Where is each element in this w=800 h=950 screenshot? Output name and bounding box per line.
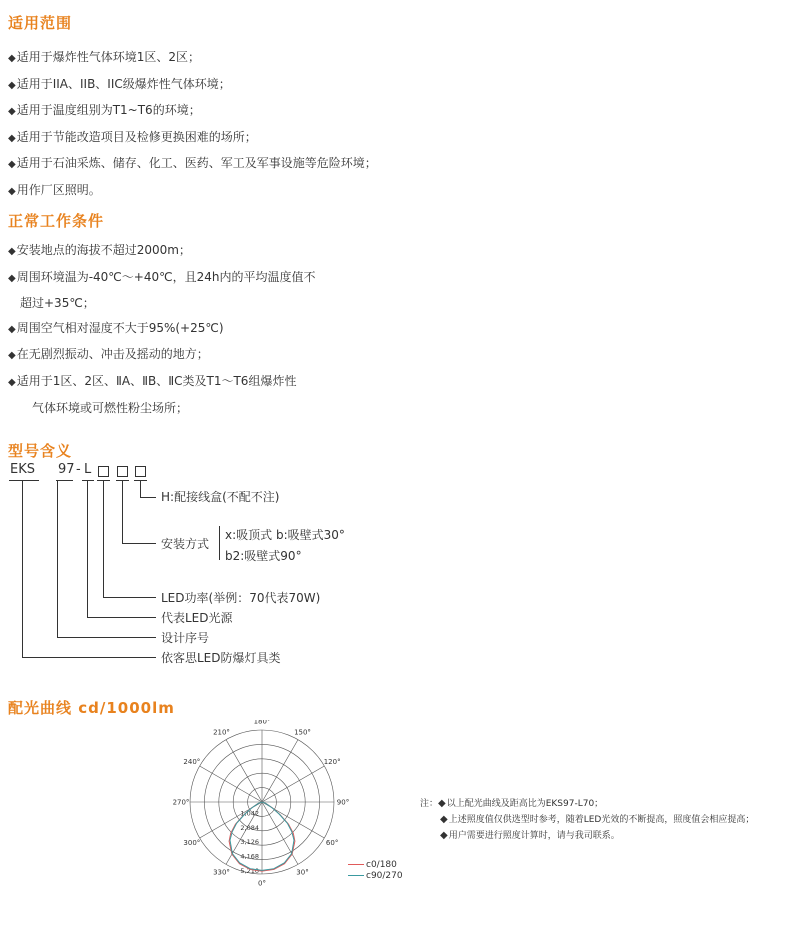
angle-tick-label: 210°	[213, 728, 230, 737]
legend-swatch-c0	[348, 864, 364, 865]
model-title: 型号含义	[8, 442, 73, 460]
diamond-bullet-icon: ◆	[8, 53, 16, 64]
list-item: ◆周围空气相对湿度不大于95%(+25℃)	[8, 320, 224, 335]
radial-tick-label: 3,126	[240, 838, 259, 847]
list-item: ◆用作厂区照明。	[8, 182, 101, 197]
legend-item: c0/180	[348, 860, 403, 871]
diamond-bullet-icon: ◆	[8, 376, 16, 388]
leader-serial	[57, 480, 58, 637]
code-box-power	[98, 466, 109, 477]
label-install: 安装方式	[161, 537, 210, 551]
code-l: L	[84, 462, 92, 477]
polar-spoke	[226, 740, 262, 802]
note-line: ◆用户需要进行照度计算时，请与我司联系。	[440, 830, 620, 841]
diamond-bullet-icon: ◆	[8, 185, 16, 197]
radial-tick-label: 1,042	[240, 809, 259, 818]
angle-tick-label: 240°	[183, 758, 201, 766]
code-eks: EKS	[10, 462, 35, 477]
angle-tick-label: 120°	[323, 758, 341, 766]
install-bracket	[219, 526, 220, 560]
underline-eks	[9, 480, 39, 481]
leader-power	[103, 480, 104, 597]
label-install-opt2: b2:吸壁式90°	[225, 549, 302, 563]
list-item: ◆适用于温度组别为T1~T6的环境；	[8, 103, 201, 118]
angle-tick-label: 330°	[213, 868, 230, 877]
polar-spoke	[262, 766, 324, 802]
scope-list	[8, 45, 377, 205]
conditions-list	[8, 238, 315, 420]
angle-tick-label: 300°	[183, 839, 201, 847]
leader-h	[140, 480, 141, 497]
underline-num	[56, 480, 73, 481]
leader-brand	[22, 480, 23, 657]
list-item: 超过+35℃；	[20, 296, 95, 311]
model-code-diagram	[0, 458, 420, 678]
code-box-install	[117, 466, 128, 477]
list-item: ◆适用于节能改造项目及检修更换困难的场所；	[8, 129, 257, 144]
list-item: ◆适用于1区、2区、ⅡA、ⅡB、ⅡC类及T1～T6组爆炸性	[8, 373, 297, 388]
label-source: 代表LED光源	[161, 611, 233, 625]
list-item: ◆适用于爆炸性气体环境1区、2区；	[8, 50, 200, 64]
list-item: ◆适用于IIA、IIB、IIC级爆炸性气体环境；	[8, 76, 231, 91]
angle-tick-label: 180°	[253, 720, 271, 726]
angle-tick-label: 270°	[172, 798, 190, 807]
angle-tick-label: 90°	[336, 798, 350, 807]
angle-tick-label: 150°	[294, 728, 311, 737]
leader-source	[87, 480, 88, 617]
diamond-bullet-icon: ◆	[8, 159, 16, 171]
diamond-bullet-icon: ◆	[8, 350, 16, 362]
label-serial: 设计序号	[161, 631, 210, 645]
chart-notes	[420, 796, 754, 844]
angle-tick-label: 60°	[325, 839, 339, 847]
list-item: ◆安装地点的海拔不超过2000m；	[8, 243, 191, 257]
label-install-opt1: x:吸顶式 b:吸壁式30°	[225, 528, 345, 542]
angle-tick-label: 0°	[258, 879, 266, 888]
radial-tick-label: 4,168	[240, 852, 259, 861]
scope-title: 适用范围	[8, 14, 73, 32]
diamond-bullet-icon: ◆	[8, 272, 16, 284]
curve-title: 配光曲线 cd/1000lm	[8, 699, 175, 717]
label-h: H:配接线盒(不配不注)	[161, 490, 280, 504]
polar-spoke	[262, 740, 298, 802]
leader-install	[122, 480, 123, 543]
diamond-bullet-icon: ◆	[8, 79, 16, 91]
code-num: 97	[58, 462, 75, 477]
list-item: ◆适用于石油采炼、储存、化工、医药、军工及军事设施等危险环境；	[8, 156, 377, 171]
conditions-title: 正常工作条件	[8, 212, 105, 230]
list-item: 气体环境或可燃性粉尘场所；	[32, 400, 189, 415]
code-dash: -	[76, 462, 81, 477]
polar-spoke	[200, 766, 262, 802]
list-item: ◆在无剧烈振动、冲击及摇动的地方；	[8, 347, 209, 362]
radial-tick-label: 2,084	[240, 823, 259, 832]
legend-item: c90/270	[348, 871, 403, 882]
angle-tick-label: 30°	[296, 868, 309, 877]
radial-tick-label: 5,210	[240, 867, 259, 875]
note-line: ◆上述照度值仅供选型时参考，随着LED光效的不断提高，照度值会相应提高；	[440, 814, 755, 825]
note-line: 注：◆以上配光曲线及距高比为EKS97-L70；	[420, 798, 604, 809]
code-box-h	[135, 466, 146, 477]
diamond-bullet-icon: ◆	[8, 323, 16, 335]
list-item: ◆周围环境温为-40℃～+40℃，且24h内的平均温度值不	[8, 269, 316, 284]
label-brand: 依客思LED防爆灯具类	[161, 651, 281, 665]
legend-swatch-c90	[348, 875, 364, 876]
chart-legend	[348, 860, 403, 882]
diamond-bullet-icon: ◆	[8, 132, 16, 144]
underline-l	[82, 480, 94, 481]
diamond-bullet-icon: ◆	[8, 246, 16, 257]
diamond-bullet-icon: ◆	[8, 106, 16, 118]
label-power: LED功率(举例：70代表70W)	[161, 591, 321, 605]
